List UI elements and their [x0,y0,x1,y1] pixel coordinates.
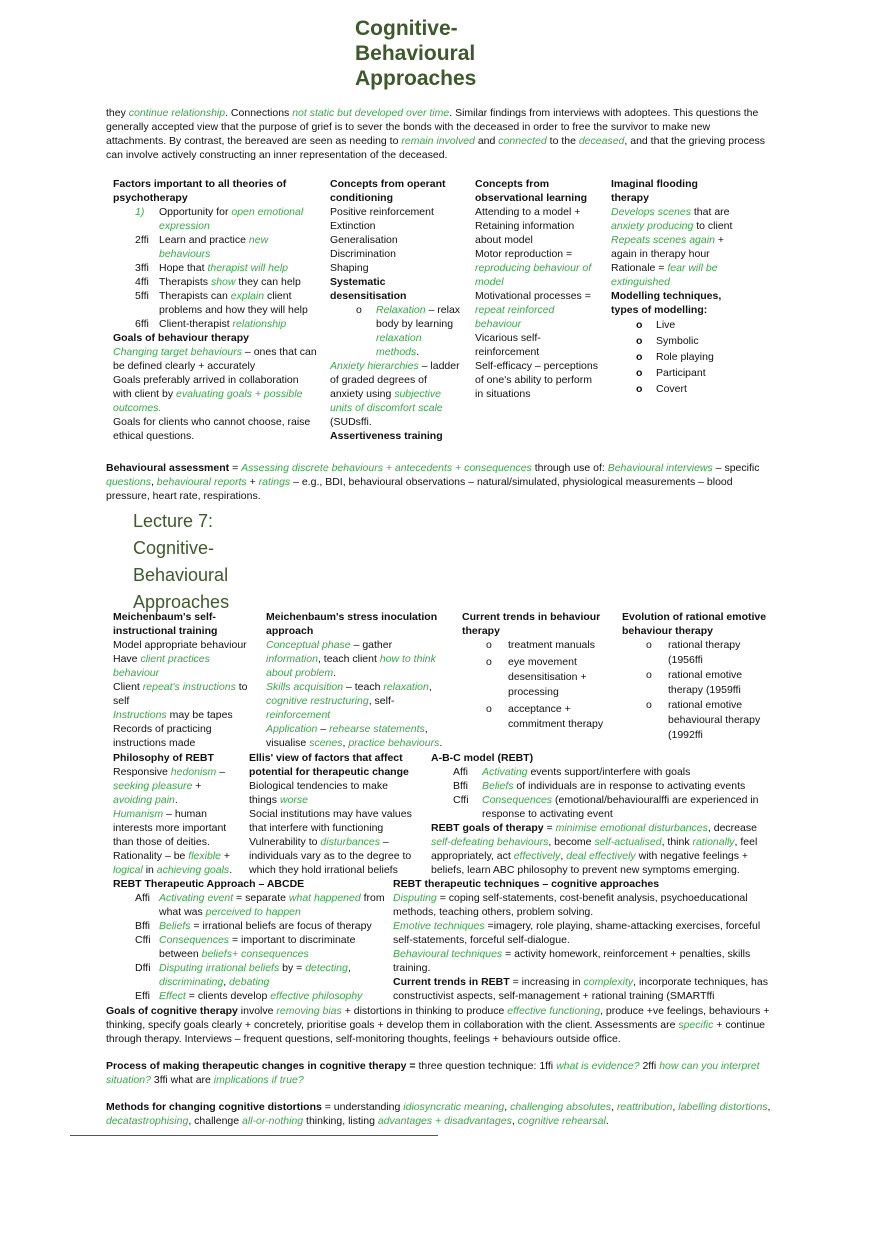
text-line: Records of practicing instructions made [113,723,212,749]
text-line: Client repeat's instructions to self [113,681,248,707]
ellis-heading: Ellis' view of factors that affect potential for therapeutic change [249,752,409,778]
text-line: Current trends in REBT = increasing in complexity, incorporate techniques, has constructivist aspects, self-management + rational training (SMARTffi [393,976,768,1002]
title-line: Approaches [355,67,477,90]
factors-heading: Factors important to all theories of psychotherapy [113,178,287,204]
text-line: Model appropriate behaviour [113,639,247,651]
techniques-heading: REBT therapeutic techniques – cognitive approaches [393,878,660,890]
list-item: o rational therapy (1956ffi [646,639,741,666]
list-item: o eye movement desensitisation + processing [486,656,587,698]
list-item: Discrimination [330,248,396,260]
text-line: Have client practices behaviour [113,653,210,679]
footnote-divider [70,1135,438,1136]
trends-heading: Current trends in behaviour therapy [462,611,601,637]
anxiety-text: Anxiety hierarchies – ladder of graded degrees of anxiety using subjective units of discomfort scale (SUDsffi. [330,360,460,428]
list-item: o rational emotive behavioural therapy (1992ffi [646,699,761,741]
trends-column [462,610,612,732]
list-item: Generalisation [330,234,398,246]
lecture-line: Lecture 7: [133,511,214,531]
text-line: Emotive techniques =imagery, role playing, shame-attacking exercises, forceful self-statements, forceful self-dialogue. [393,920,761,946]
observational-column [475,177,600,401]
text-line: Disputing = coping self-statements, cost-benefit analysis, psychoeducational methods, teaching others, problem solving. [393,892,748,918]
obs-text: Self-efficacy – perceptions of one's ability to perform in situations [475,360,598,400]
rebt-goals: REBT goals of therapy = minimise emotional disturbances, decrease self-defeating behaviours, become self-actualised, think rationally, feel appropriately, act effectively, deal effectively with negative feelings + beliefs, learn ABC philosophy to prevent new symptoms emerging. [431,822,758,876]
assertiveness-heading: Assertiveness training [330,430,443,442]
list-item: o rational emotive therapy (1959ffi [646,669,743,696]
list-item: Extinction [330,220,376,232]
list-item: 1) Opportunity for open emotional expression [135,206,304,232]
list-item: o Role playing [636,351,714,363]
lecture-heading [133,508,253,616]
list-item: Cffi Consequences = important to discriminate between beliefs+ consequences [135,934,356,960]
text-line: Social institutions may have values that interfere with functioning [249,808,412,834]
list-item: 6ffi Client-therapist relationship [135,318,287,330]
methods-paragraph: Methods for changing cognitive distortions = understanding idiosyncratic meaning, challenging absolutes, reattribution, labelling distortions, decatastrophising, challenge all-or-nothing thinking, listing advantages + disadvantages, cognitive rehearsal. [106,1101,771,1127]
ellis-column [249,751,417,877]
relaxation-item: o Relaxation – relax body by learning relaxation methods. [356,304,461,358]
text-line: Conceptual phase – gather information, teach client how to think about problem. [266,639,436,679]
abc-column [431,751,776,877]
text-line: Skills acquisition – teach relaxation, cognitive restructuring, self-reinforcement [266,681,432,721]
title-line: Behavioural [355,42,476,65]
list-item: 5ffi Therapists can explain client problems and how they will help [135,290,308,316]
flooding-text: Rationale = fear will be extinguished [611,262,718,288]
list-item: Affi Activating event = separate what happened from what was perceived to happen [135,892,385,918]
operant-column [330,177,462,443]
lecture-line: Cognitive- [133,538,215,558]
intro-paragraph: they continue relationship. Connections not static but developed over time. Similar findings from interviews with adoptees. This questions the generally accepted view that the purpose of grief is to sever the bonds with the deceased in order to free the survivor to make new attachments. By contrast, the bereaved are seen as needing to remain involved and connected to the deceased, and that the grieving process can involve actively constructing an inner representation of the deceased. [106,107,766,161]
self-instructional-column [113,610,255,750]
modelling-list [611,317,736,397]
sysdes-heading: Systematic desensitisation [330,276,407,302]
text-line: Responsive hedonism – seeking pleasure + avoiding pain. [113,766,226,806]
assessment-paragraph: Behavioural assessment = Assessing discrete behaviours + antecedents + consequences through use of: Behavioural interviews – specific questions, behavioural reports + ratings – e.g., BDI, behavioural observations – natural/simulated, physiological measurements – blood pressure, heart rate, respirations. [106,462,760,502]
obs-text: Attending to a model + Retaining information about model [475,206,581,246]
abcde-list [113,891,385,1003]
list-item: o acceptance + commitment therapy [486,703,604,730]
list-item: Affi Activating events support/interfere with goals [453,766,691,778]
flooding-column [611,177,736,397]
title-line: Cognitive- [355,17,458,40]
evolution-column [622,610,772,743]
text-line: Vulnerability to disturbances – individuals vary as to the degree to which they hold irrational beliefs [249,836,412,876]
abc-heading: A-B-C model (REBT) [431,752,534,764]
list-item: o Participant [636,367,706,379]
operant-heading: Concepts from operant conditioning [330,178,446,204]
list-item: Positive reinforcement [330,206,434,218]
obs-text: Motor reproduction = reproducing behaviour of model [475,248,592,288]
obs-text: Vicarious self-reinforcement [475,332,541,358]
flooding-heading: Imaginal flooding therapy [611,178,698,204]
list-item: Shaping [330,262,369,274]
stress-heading: Meichenbaum's stress inoculation approach [266,611,438,637]
flooding-text: Repeats scenes again + again in therapy hour [611,234,724,260]
list-item: Dffi Disputing irrational beliefs by = detecting, discriminating, debating [135,962,351,988]
list-item: o Covert [636,383,687,395]
lecture-line: Behavioural [133,565,229,585]
list-item: Effi Effect = clients develop effective philosophy [135,990,363,1002]
goals-text: Changing target behaviours – ones that can be defined clearly + accurately [113,346,317,372]
text-line: Instructions may be tapes [113,709,233,721]
factors-list [113,205,318,331]
list-item: o treatment manuals [486,639,595,651]
techniques-column [393,877,773,1003]
page-title [355,16,555,91]
philosophy-column [113,751,243,877]
lecture-line: Approaches [133,592,230,612]
evolution-list [622,638,772,743]
text-line: Behavioural techniques = activity homework, reinforcement + penalties, skills training. [393,948,751,974]
stress-inoculation-column [266,610,446,750]
list-item: 4ffi Therapists show they can help [135,276,301,288]
text-line: Humanism – human interests more important than those of deities. [113,808,227,848]
text-line: Application – rehearse statements, visualise scenes, practice behaviours. [266,723,443,749]
goals-text: Goals for clients who cannot choose, raise ethical questions. [113,416,311,442]
modelling-heading: Modelling techniques, types of modelling: [611,290,722,316]
observational-heading: Concepts from observational learning [475,178,588,204]
self-instructional-heading: Meichenbaum's self-instructional training [113,611,218,637]
list-item: o Symbolic [636,335,699,347]
list-item: o Live [636,319,676,331]
list-item: 2ffi Learn and practice new behaviours [135,234,269,260]
flooding-text: Develops scenes that are anxiety producing to client [611,206,733,232]
philosophy-heading: Philosophy of REBT [113,752,214,764]
text-line: Rationality – be flexible + logical in achieving goals. [113,850,233,876]
list-item: 3ffi Hope that therapist will help [135,262,288,274]
evolution-heading: Evolution of rational emotive behaviour therapy [622,611,767,637]
text-line: Biological tendencies to make things worse [249,780,388,806]
abcde-column [113,877,385,1003]
list-item: Bffi Beliefs of individuals are in response to activating events [453,780,746,792]
abcde-heading: REBT Therapeutic Approach – ABCDE [113,878,305,890]
process-paragraph: Process of making therapeutic changes in cognitive therapy = three question technique: 1ffi what is evidence? 2ffi how can you interpret situation? 3ffi what are implications if true? [106,1060,760,1086]
list-item: Bffi Beliefs = irrational beliefs are focus of therapy [135,920,372,932]
list-item: Cffi Consequences (emotional/behaviouralffi are experienced in response to activating event [453,794,759,820]
goals-text: Goals preferably arrived in collaboration with client by evaluating goals + possible outcomes. [113,374,303,414]
cognitive-goals-paragraph: Goals of cognitive therapy involve removing bias + distortions in thinking to produce effective functioning, produce +ve feelings, behaviours + thinking, specify goals clearly + concretely, prioritise goals + develop them in collaboration with the client. Assessments are specific + continue through therapy. Interviews – frequent questions, self-monitoring thoughts, feelings + behaviours outside office. [106,1005,770,1045]
abc-list [431,765,776,821]
trends-list [462,638,612,732]
goals-heading: Goals of behaviour therapy [113,332,249,344]
obs-text: Motivational processes = repeat reinforced behaviour [475,290,591,330]
factors-column [113,177,318,443]
